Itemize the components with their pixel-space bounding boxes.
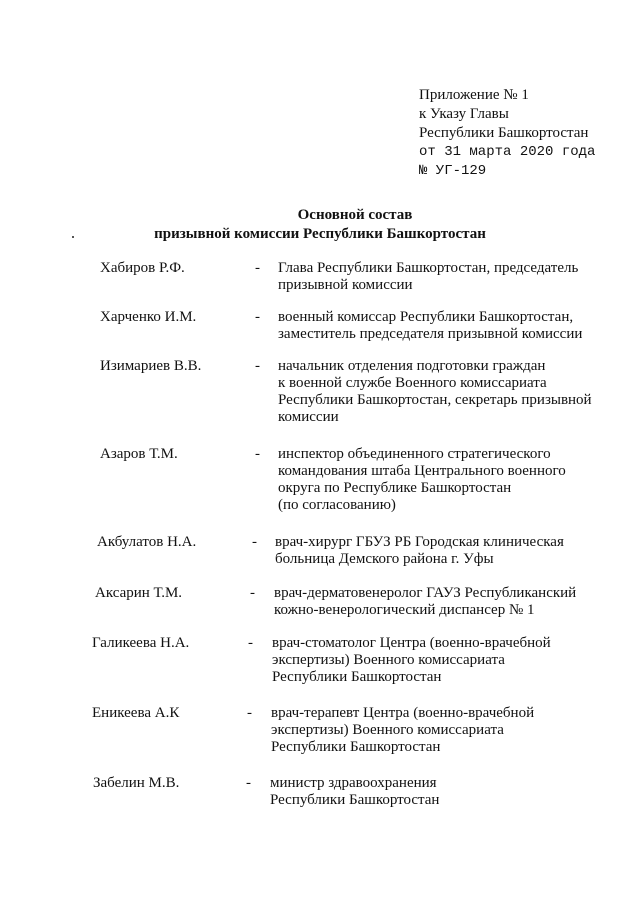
member-role: [270, 775, 610, 809]
member-role-line: призывной комиссии: [278, 277, 413, 293]
member-role: [278, 260, 618, 294]
member-name: Забелин М.В.: [93, 775, 180, 791]
document-title: [0, 206, 640, 244]
member-dash: -: [255, 260, 260, 276]
appendix-decree-number: № УГ-129: [419, 163, 487, 179]
title-line-2: призывной комиссии Республики Башкортостан: [154, 226, 486, 242]
scan-speck: [72, 236, 74, 238]
member-name: Аксарин Т.М.: [95, 585, 183, 601]
member-role: [272, 635, 612, 686]
member-role-line: инспектор объединенного стратегического: [278, 446, 551, 462]
member-role-line: (по согласованию): [278, 497, 396, 513]
member-role-line: начальник отделения подготовки граждан: [278, 358, 546, 374]
member-dash: -: [250, 585, 255, 601]
member-name: Еникеева А.К: [92, 705, 180, 721]
member-dash: -: [255, 309, 260, 325]
member-role: [275, 534, 615, 568]
member-role-line: Республики Башкортостан: [271, 739, 441, 755]
appendix-date: от 31 марта 2020 года: [419, 144, 596, 160]
member-role-line: военный комиссар Республики Башкортостан,: [278, 309, 574, 325]
member-role-line: Республики Башкортостан: [272, 669, 442, 685]
member-role-line: врач-дерматовенеролог ГАУЗ Республиканский: [274, 585, 577, 601]
member-role-line: комиссии: [278, 409, 339, 425]
member-role-line: Республики Башкортостан, секретарь призывной: [278, 392, 592, 408]
member-role-line: командования штаба Центрального военного: [278, 463, 566, 479]
member-role: [278, 309, 618, 343]
member-role: [271, 705, 611, 756]
member-role-line: Республики Башкортостан: [270, 792, 440, 808]
member-role-line: экспертизы) Военного комиссариата: [271, 722, 504, 738]
member-dash: -: [252, 534, 257, 550]
member-role: [274, 585, 614, 619]
member-role-line: экспертизы) Военного комиссариата: [272, 652, 505, 668]
appendix-header: [419, 86, 595, 181]
appendix-number: Приложение № 1: [419, 87, 529, 103]
member-name: Хабиров Р.Ф.: [100, 260, 185, 276]
member-name: Акбулатов Н.А.: [97, 534, 197, 550]
member-role-line: округа по Республике Башкортостан: [278, 480, 512, 496]
member-role-line: Глава Республики Башкортостан, председатель: [278, 260, 579, 276]
member-role-line: к военной службе Военного комиссариата: [278, 375, 547, 391]
member-role: [278, 446, 618, 514]
member-role-line: министр здравоохранения: [270, 775, 437, 791]
member-name: Изимариев В.В.: [100, 358, 202, 374]
member-name: Галикеева Н.А.: [92, 635, 190, 651]
member-dash: -: [247, 705, 252, 721]
member-dash: -: [255, 358, 260, 374]
member-role-line: врач-терапевт Центра (военно-врачебной: [271, 705, 535, 721]
member-role-line: врач-стоматолог Центра (военно-врачебной: [272, 635, 551, 651]
member-role-line: больница Демского района г. Уфы: [275, 551, 494, 567]
title-line-1: Основной состав: [297, 207, 413, 223]
appendix-decree-ref: к Указу Главы: [419, 106, 509, 122]
member-dash: -: [246, 775, 251, 791]
member-role-line: врач-хирург ГБУЗ РБ Городская клиническая: [275, 534, 564, 550]
member-dash: -: [255, 446, 260, 462]
member-role-line: кожно-венерологический диспансер № 1: [274, 602, 535, 618]
member-role: [278, 358, 618, 426]
member-dash: -: [248, 635, 253, 651]
appendix-republic: Республики Башкортостан: [419, 125, 589, 141]
member-name: Харченко И.М.: [100, 309, 197, 325]
member-role-line: заместитель председателя призывной комиссии: [278, 326, 583, 342]
member-name: Азаров Т.М.: [100, 446, 178, 462]
